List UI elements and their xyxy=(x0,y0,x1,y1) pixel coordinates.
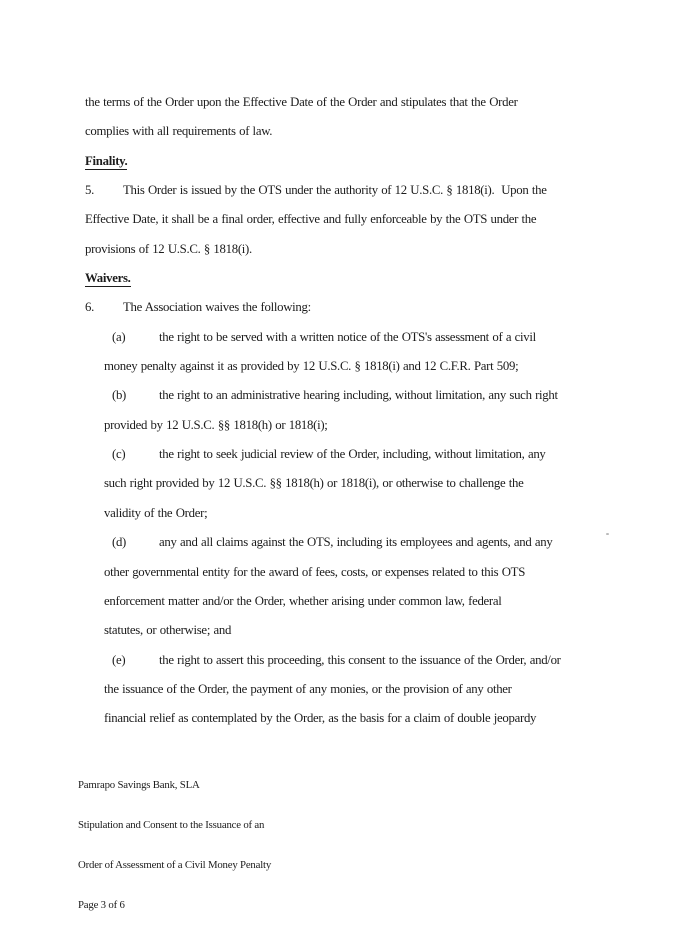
subitem-continuation xyxy=(85,675,630,704)
paragraph-line xyxy=(85,117,630,146)
line-text: Effective Date, it shall be a final order, effective and fully enforceable by the OTS under the xyxy=(85,212,537,227)
item-label: (e) xyxy=(112,652,126,667)
subitem-continuation xyxy=(85,587,630,616)
paragraph-line xyxy=(85,88,630,117)
lettered-subitem xyxy=(85,323,630,352)
line-text: other governmental entity for the award of fees, costs, or expenses related to this OTS xyxy=(104,564,526,579)
subitem-continuation xyxy=(85,616,630,645)
item-label: (a) xyxy=(112,329,126,344)
paragraph-line xyxy=(85,205,630,234)
line-text: statutes, or otherwise; and xyxy=(104,623,232,638)
line-text: financial relief as contemplated by the Order, as the basis for a claim of double jeopardy xyxy=(104,711,537,726)
subitem-continuation xyxy=(85,469,630,498)
item-label: (b) xyxy=(112,388,127,403)
document-body xyxy=(85,88,630,734)
paragraph-line xyxy=(85,235,630,264)
subitem-continuation xyxy=(85,558,630,587)
item-label: 6. xyxy=(85,300,94,315)
line-text: This Order is issued by the OTS under the authority of 12 U.S.C. § 1818(i). Upon the xyxy=(123,183,547,198)
line-text: any and all claims against the OTS, including its employees and agents, and any xyxy=(159,535,553,550)
item-label: (c) xyxy=(112,447,126,462)
item-label: (d) xyxy=(112,535,127,550)
subitem-continuation xyxy=(85,499,630,528)
line-text: The Association waives the following: xyxy=(123,300,311,315)
section-heading xyxy=(85,147,630,176)
numbered-item xyxy=(85,176,630,205)
page-footer xyxy=(78,752,271,926)
line-text: the right to an administrative hearing including, without limitation, any such right xyxy=(159,388,558,403)
line-text: the right to be served with a written notice of the OTS's assessment of a civil xyxy=(159,329,536,344)
numbered-item xyxy=(85,293,630,322)
section-heading xyxy=(85,264,630,293)
line-text: enforcement matter and/or the Order, whether arising under common law, federal xyxy=(104,593,502,608)
line-text: provided by 12 U.S.C. §§ 1818(h) or 1818(i); xyxy=(104,417,328,432)
line-text: complies with all requirements of law. xyxy=(85,124,273,139)
footer-page-number: Page 3 of 6 xyxy=(78,899,125,912)
lettered-subitem xyxy=(85,381,630,410)
lettered-subitem xyxy=(85,528,630,557)
line-text: such right provided by 12 U.S.C. §§ 1818(h) or 1818(i), or otherwise to challenge the xyxy=(104,476,524,491)
line-text: provisions of 12 U.S.C. § 1818(i). xyxy=(85,241,252,256)
lettered-subitem xyxy=(85,440,630,469)
lettered-subitem xyxy=(85,646,630,675)
footer-bank-name: Pamrapo Savings Bank, SLA xyxy=(78,778,200,791)
line-text: money penalty against it as provided by 12 U.S.C. § 1818(i) and 12 C.F.R. Part 509; xyxy=(104,359,519,374)
footer-doc-title-line-1: Stipulation and Consent to the Issuance of an xyxy=(78,819,265,832)
heading-text: Waivers. xyxy=(85,271,131,287)
subitem-continuation xyxy=(85,411,630,440)
item-label: 5. xyxy=(85,183,94,198)
line-text: the issuance of the Order, the payment of any monies, or the provision of any other xyxy=(104,681,512,696)
footer-doc-title-line-2: Order of Assessment of a Civil Money Penalty xyxy=(78,859,272,872)
subitem-continuation xyxy=(85,352,630,381)
line-text: the right to seek judicial review of the Order, including, without limitation, any xyxy=(159,447,546,462)
subitem-continuation xyxy=(85,704,630,733)
line-text: validity of the Order; xyxy=(104,505,208,520)
line-text: the terms of the Order upon the Effective Date of the Order and stipulates that the Order xyxy=(85,95,518,109)
heading-text: Finality. xyxy=(85,154,127,170)
scan-artifact-dot xyxy=(606,533,609,535)
line-text: the right to assert this proceeding, this consent to the issuance of the Order, and/or xyxy=(159,652,561,667)
